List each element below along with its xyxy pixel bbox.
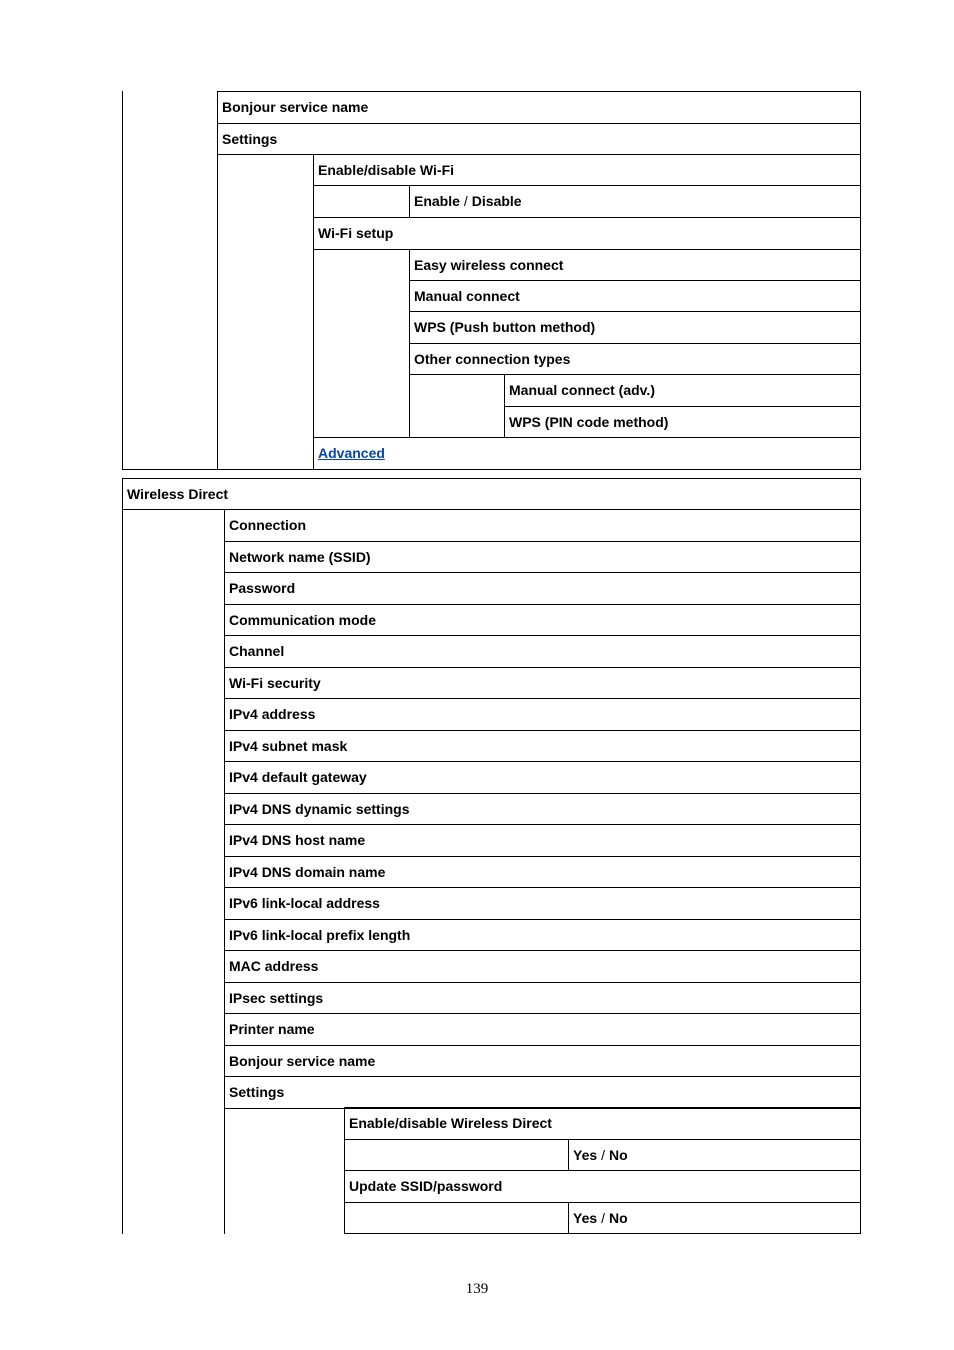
option-no: No — [609, 1209, 628, 1226]
list-item: Settings — [229, 1084, 285, 1100]
list-item: Channel — [229, 643, 285, 659]
list-item: IPv4 address — [229, 706, 316, 722]
enable-disable-options — [409, 185, 522, 217]
yes-no-options — [568, 1139, 628, 1170]
table-cell — [217, 123, 861, 155]
wps-pin-label: WPS (PIN code method) — [509, 413, 669, 430]
table-cell — [313, 217, 861, 250]
easy-wireless-connect-label: Easy wireless connect — [414, 256, 564, 273]
list-item: Password — [229, 580, 296, 596]
yes-no-options — [568, 1202, 628, 1233]
table-cell — [224, 635, 861, 668]
list-item: IPv4 DNS host name — [229, 832, 366, 848]
table-cell — [224, 698, 861, 731]
list-item: Connection — [229, 517, 306, 533]
table-cell — [313, 437, 861, 470]
option-no: No — [609, 1146, 628, 1163]
option-enable: Enable — [414, 193, 460, 209]
settings-label: Settings — [222, 130, 278, 147]
bonjour-service-name-label: Bonjour service name — [222, 99, 369, 115]
advanced-link[interactable]: Advanced — [318, 445, 385, 461]
list-item: IPsec settings — [229, 989, 324, 1006]
option-disable: Disable — [471, 193, 522, 209]
enable-disable-wifi-label: Enable/disable Wi-Fi — [318, 161, 455, 178]
separator: / — [601, 1146, 606, 1163]
table-cell — [224, 509, 861, 542]
table-cell — [224, 572, 861, 605]
separator: / — [463, 193, 468, 209]
table-border — [313, 249, 314, 438]
table-cell — [344, 1139, 569, 1171]
option-yes: Yes — [573, 1209, 598, 1226]
update-ssid-password-label: Update SSID/password — [349, 1178, 503, 1194]
list-item: Network name (SSID) — [229, 548, 371, 565]
other-connection-types-label: Other connection types — [414, 350, 571, 367]
wps-push-label: WPS (Push button method) — [414, 319, 596, 335]
list-item: IPv4 subnet mask — [229, 737, 348, 754]
list-item: IPv6 link-local address — [229, 895, 380, 911]
advanced-cell — [313, 437, 385, 469]
list-item: IPv6 link-local prefix length — [229, 926, 411, 943]
list-item: MAC address — [229, 958, 319, 974]
table-cell — [313, 185, 410, 218]
table-cell — [224, 1013, 861, 1046]
list-item: IPv4 DNS dynamic settings — [229, 800, 410, 817]
separator: / — [601, 1209, 606, 1226]
page-number: 139 — [465, 1281, 489, 1297]
list-item: Communication mode — [229, 611, 377, 628]
table-border — [122, 91, 123, 470]
list-item: IPv4 default gateway — [229, 769, 367, 785]
table-cell — [224, 950, 861, 983]
table-cell — [224, 1076, 861, 1109]
table-cell — [344, 1202, 569, 1234]
list-item: Wi-Fi security — [229, 674, 321, 691]
table-border — [217, 154, 218, 470]
wifi-setup-label: Wi-Fi setup — [318, 225, 394, 241]
table-border — [122, 509, 123, 1234]
manual-connect-label: Manual connect — [414, 287, 520, 304]
list-item: IPv4 DNS domain name — [229, 863, 386, 880]
list-item: Bonjour service name — [229, 1052, 376, 1069]
manual-connect-adv-label: Manual connect (adv.) — [509, 382, 655, 398]
enable-disable-wireless-direct-label: Enable/disable Wireless Direct — [349, 1115, 552, 1131]
table-cell — [122, 478, 861, 510]
table-border — [122, 469, 861, 470]
list-item: Printer name — [229, 1021, 315, 1037]
wireless-direct-title: Wireless Direct — [127, 485, 229, 502]
option-yes: Yes — [573, 1146, 598, 1163]
